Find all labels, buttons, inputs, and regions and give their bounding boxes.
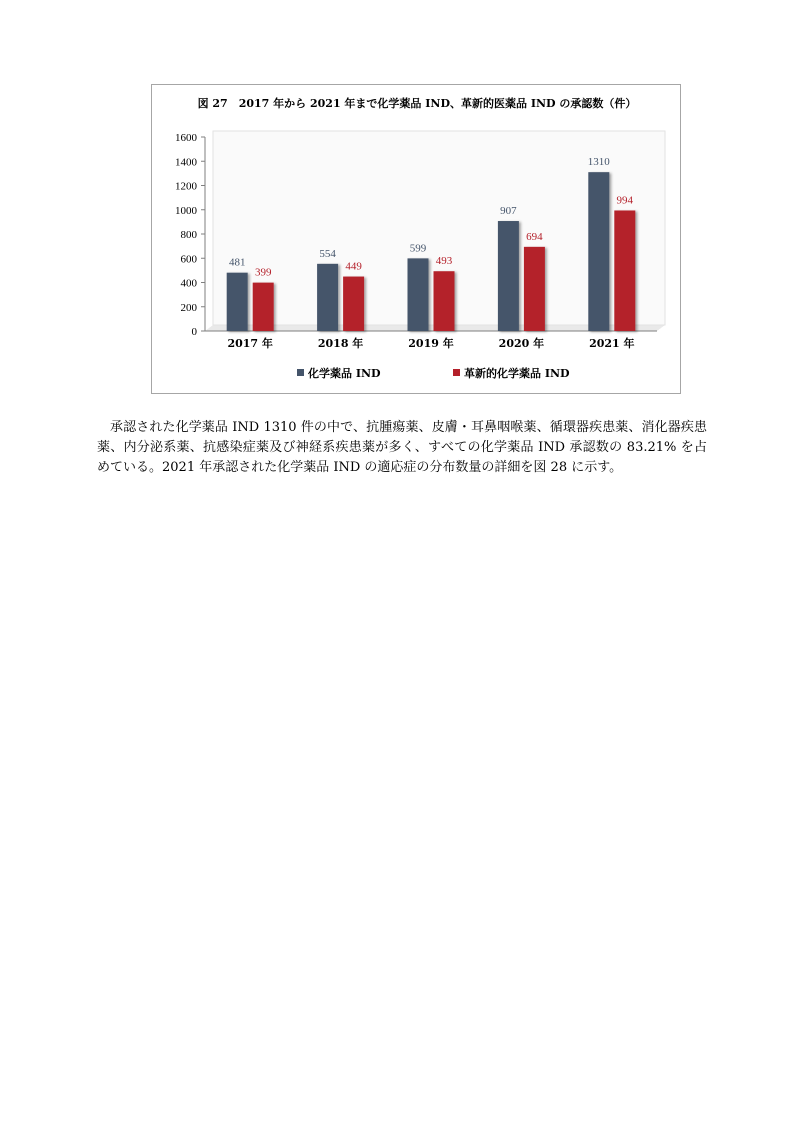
bar (614, 210, 635, 331)
y-tick-label: 1600 (175, 132, 197, 144)
data-label: 493 (435, 255, 453, 268)
bar-chart (152, 85, 682, 395)
y-tick-label: 1200 (175, 180, 197, 193)
x-tick-label: 2019 年 (408, 337, 454, 350)
x-tick-label: 2017 年 (227, 337, 273, 350)
data-label: 694 (526, 230, 543, 243)
data-label: 481 (228, 256, 246, 269)
bar (524, 247, 545, 331)
bar (588, 172, 609, 331)
bar (227, 273, 248, 331)
data-label: 449 (345, 260, 362, 273)
body-paragraph: 承認された化学薬品 IND 1310 件の中で、抗腫瘍薬、皮膚・耳鼻咽喉薬、循環器疾患薬、消化器疾患薬、内分泌系薬、抗感染症薬及び神経系疾患薬が多く、すべての化学薬品 IND 承認数の 83.21% を占めている。2021 年承認された化学薬品 IND の適応症の分布数量の詳細を図 28 に示す。 (97, 420, 707, 475)
y-tick-label: 400 (180, 277, 197, 290)
legend-swatch (297, 369, 304, 376)
bar (498, 221, 519, 331)
y-tick-label: 600 (180, 253, 197, 266)
legend-label: 革新的化学薬品 IND (464, 367, 570, 380)
y-tick-label: 1000 (175, 204, 197, 217)
data-label: 907 (500, 205, 517, 218)
y-tick-label: 800 (180, 229, 197, 241)
y-tick-label: 200 (180, 301, 197, 314)
bar (253, 283, 274, 331)
bar (408, 258, 429, 331)
data-label: 399 (254, 266, 272, 279)
data-label: 1310 (587, 156, 610, 169)
bar (317, 264, 338, 331)
figure-27 (151, 84, 681, 394)
y-tick-label: 1400 (175, 156, 197, 169)
y-tick-label: 0 (191, 326, 197, 338)
bar (343, 277, 364, 331)
x-tick-label: 2018 年 (317, 337, 364, 350)
data-label: 599 (409, 242, 427, 255)
data-label: 994 (616, 194, 634, 207)
legend-label: 化学薬品 IND (308, 367, 381, 380)
bar (434, 271, 455, 331)
data-label: 554 (319, 247, 336, 260)
x-tick-label: 2020 年 (498, 337, 545, 350)
legend-swatch (453, 369, 460, 376)
x-tick-label: 2021 年 (589, 337, 635, 350)
figure-title: 図 27 2017 年から 2021 年まで化学薬品 IND、革新的医薬品 IND の承認数（件） (197, 97, 637, 110)
